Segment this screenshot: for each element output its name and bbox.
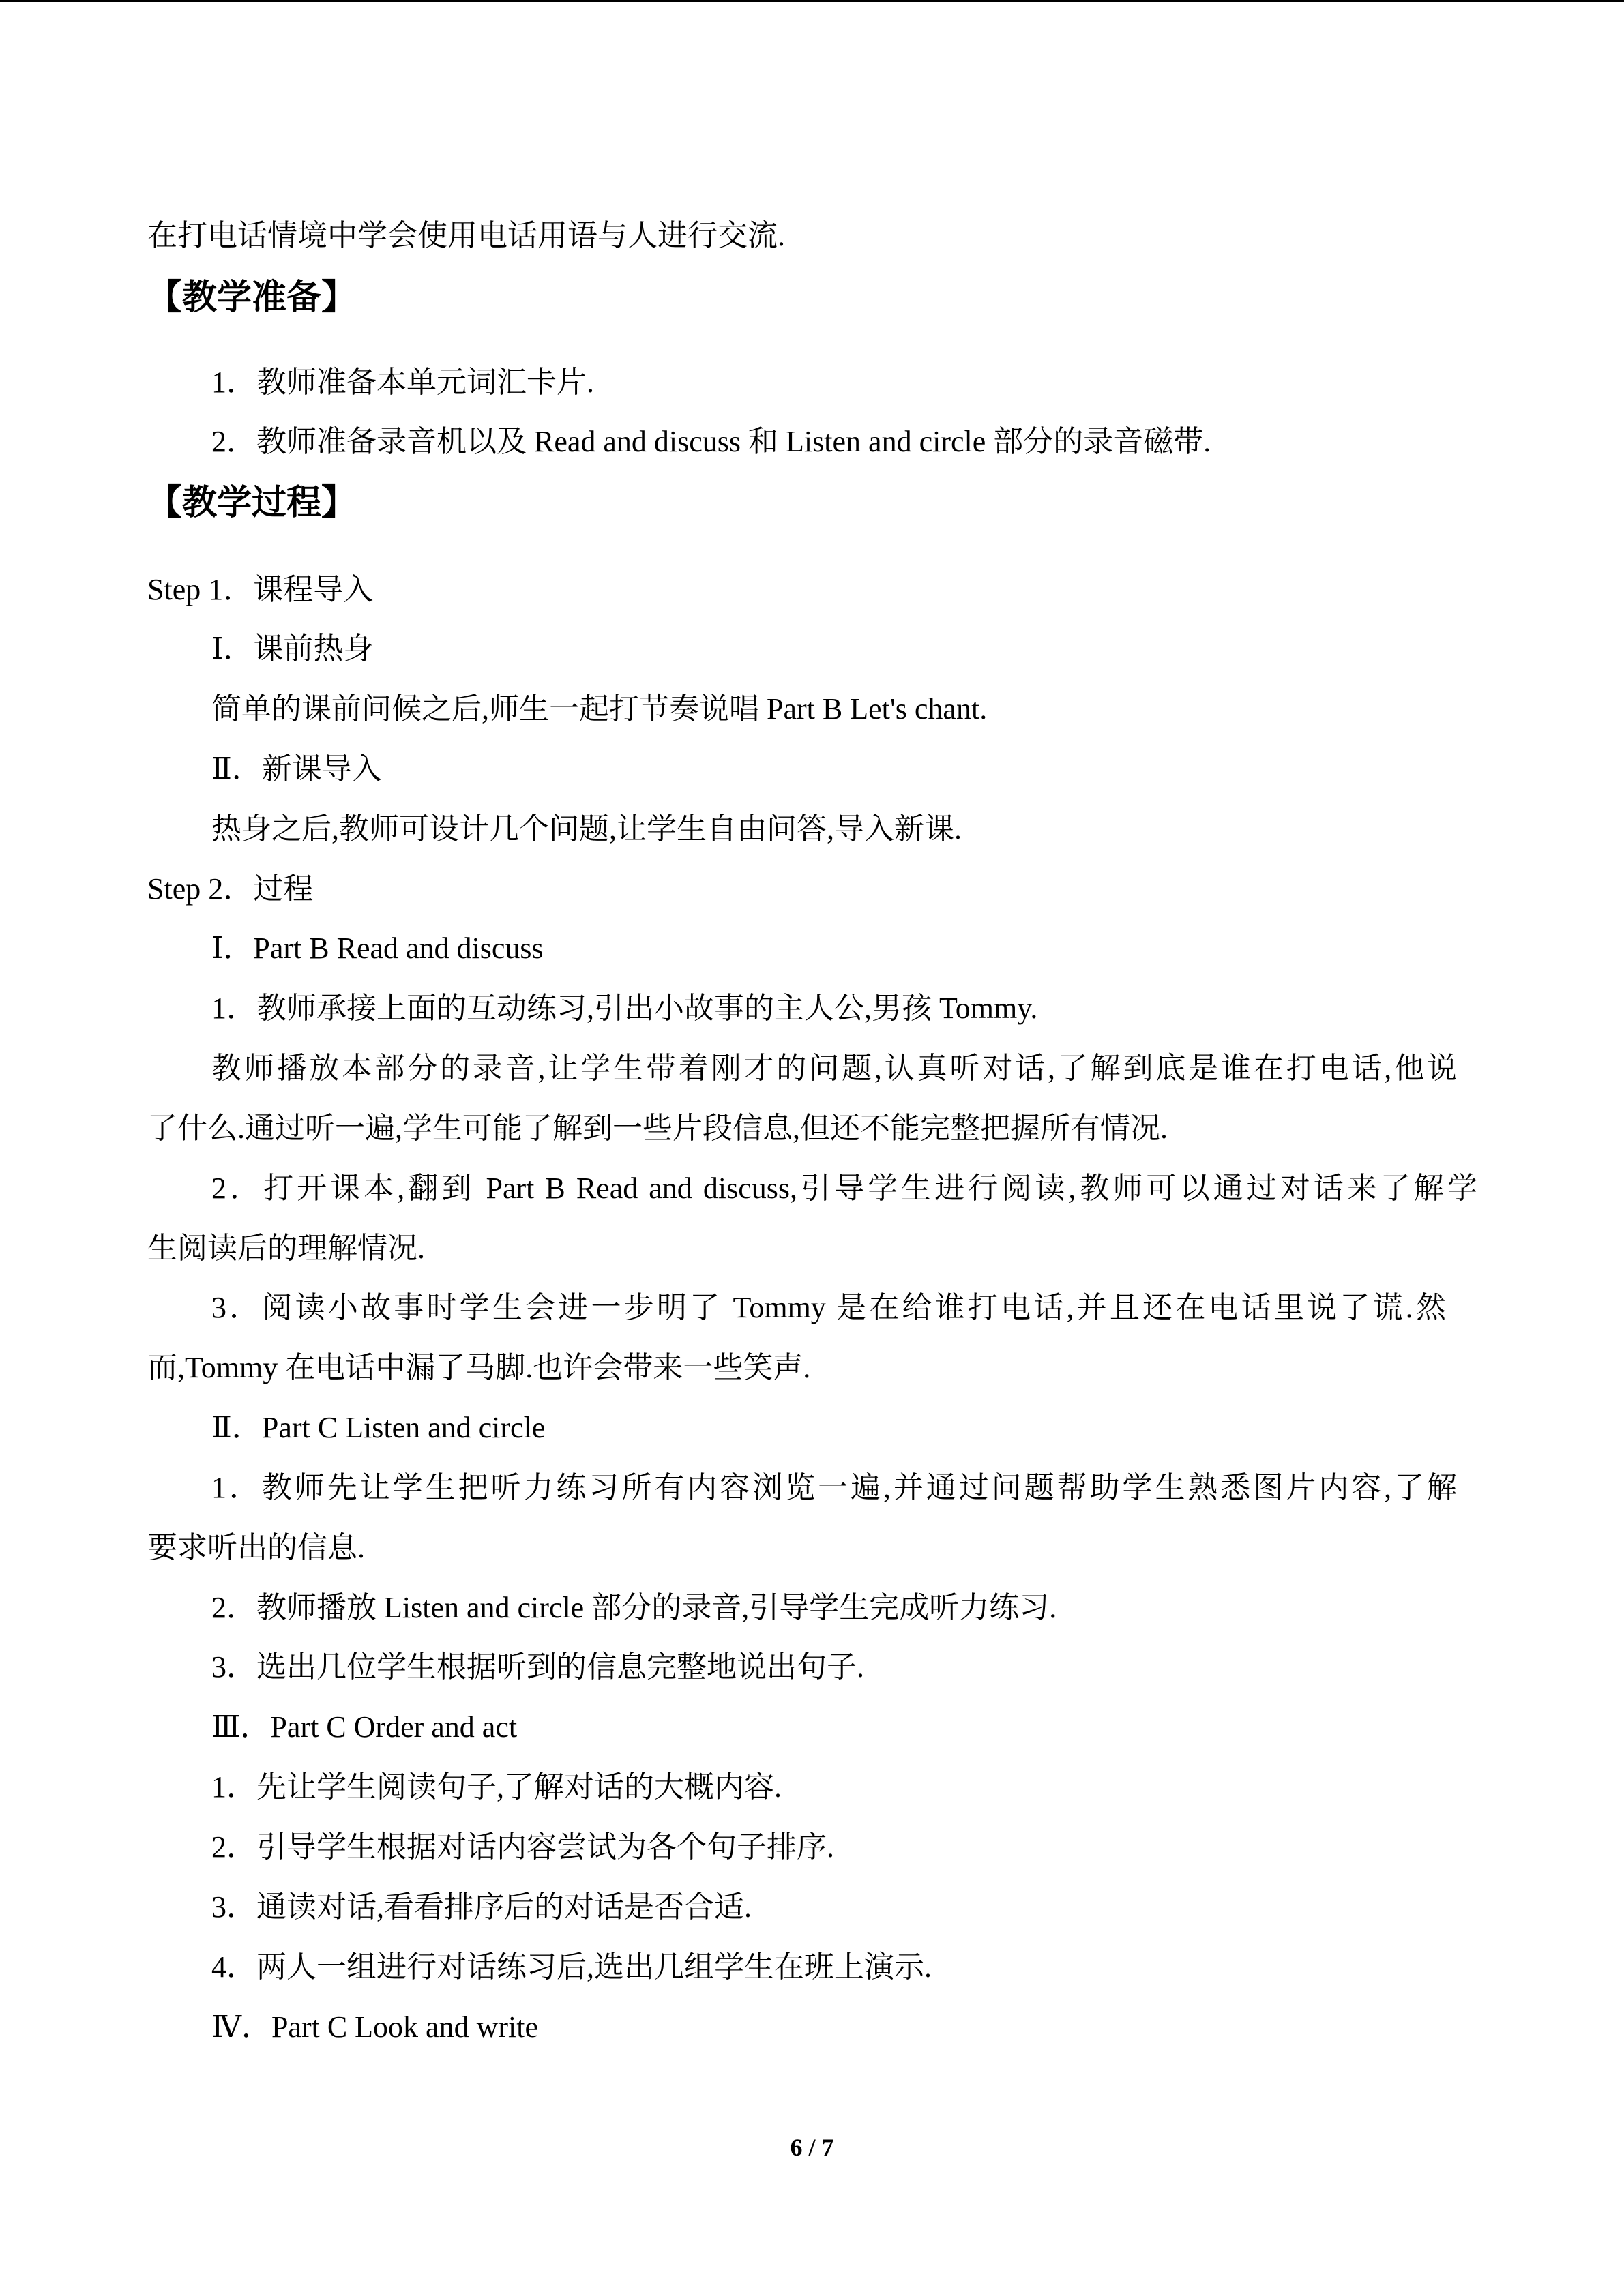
page-number: 6 / 7 [790, 2134, 834, 2161]
paragraph-line: 3．选出几位学生根据听到的信息完整地说出句子. [211, 1650, 864, 1684]
subsection-heading: Ⅱ．新课导入 [211, 752, 382, 786]
paragraph-line: 3．阅读小故事时学生会进一步明了 Tommy 是在给谁打电话,并且还在电话里说了谎.然 [211, 1291, 1446, 1324]
paragraph-line: 了什么.通过听一遍,学生可能了解到一些片段信息,但还不能完整把握所有情况. [147, 1112, 1168, 1145]
paragraph-line: 生阅读后的理解情况. [147, 1232, 425, 1265]
paragraph-line: 2．打开课本,翻到 Part B Read and discuss,引导学生进行阅读,教师可以通过对话来了解学 [211, 1172, 1477, 1205]
step-heading: Step 2．过程 [147, 872, 314, 906]
intro-line: 在打电话情境中学会使用电话用语与人进行交流. [147, 219, 785, 252]
subsection-heading: Ⅲ．Part C Order and act [211, 1710, 518, 1744]
subsection-heading: Ⅰ．Part B Read and discuss [211, 931, 544, 965]
paragraph-line: 要求听出的信息. [147, 1531, 365, 1564]
paragraph-line: 教师播放本部分的录音,让学生带着刚才的问题,认真听对话,了解到底是谁在打电话,他说 [211, 1052, 1457, 1085]
paragraph-line: 1．教师先让学生把听力练习所有内容浏览一遍,并通过问题帮助学生熟悉图片内容,了解 [211, 1471, 1457, 1504]
paragraph-line: 2．引导学生根据对话内容尝试为各个句子排序. [211, 1830, 834, 1864]
paragraph-line: 而,Tommy 在电话中漏了马脚.也许会带来一些笑声. [147, 1351, 811, 1384]
section-heading-prep: 【教学准备】 [147, 278, 357, 318]
page-top-border [0, 0, 1624, 2]
section-heading-process: 【教学过程】 [147, 483, 357, 523]
subsection-heading: Ⅳ．Part C Look and write [211, 2010, 538, 2044]
paragraph-line: 3．通读对话,看看排序后的对话是否合适. [211, 1890, 752, 1924]
paragraph-line: 2．教师播放 Listen and circle 部分的录音,引导学生完成听力练习. [211, 1591, 1057, 1624]
paragraph-line: 1．教师承接上面的互动练习,引出小故事的主人公,男孩 Tommy. [211, 992, 1038, 1025]
subsection-heading: Ⅰ．课前热身 [211, 632, 374, 666]
paragraph-line: 简单的课前问候之后,师生一起打节奏说唱 Part B Let's chant. [211, 692, 988, 726]
step-heading: Step 1．课程导入 [147, 573, 374, 606]
subsection-heading: Ⅱ．Part C Listen and circle [211, 1411, 546, 1444]
prep-item: 2．教师准备录音机以及 Read and discuss 和 Listen and circle 部分的录音磁带. [211, 425, 1211, 458]
paragraph-line: 热身之后,教师可设计几个问题,让学生自由问答,导入新课. [211, 812, 962, 846]
paragraph-line: 1．先让学生阅读句子,了解对话的大概内容. [211, 1770, 782, 1804]
prep-item: 1．教师准备本单元词汇卡片. [211, 366, 594, 399]
paragraph-line: 4．两人一组进行对话练习后,选出几组学生在班上演示. [211, 1950, 932, 1984]
